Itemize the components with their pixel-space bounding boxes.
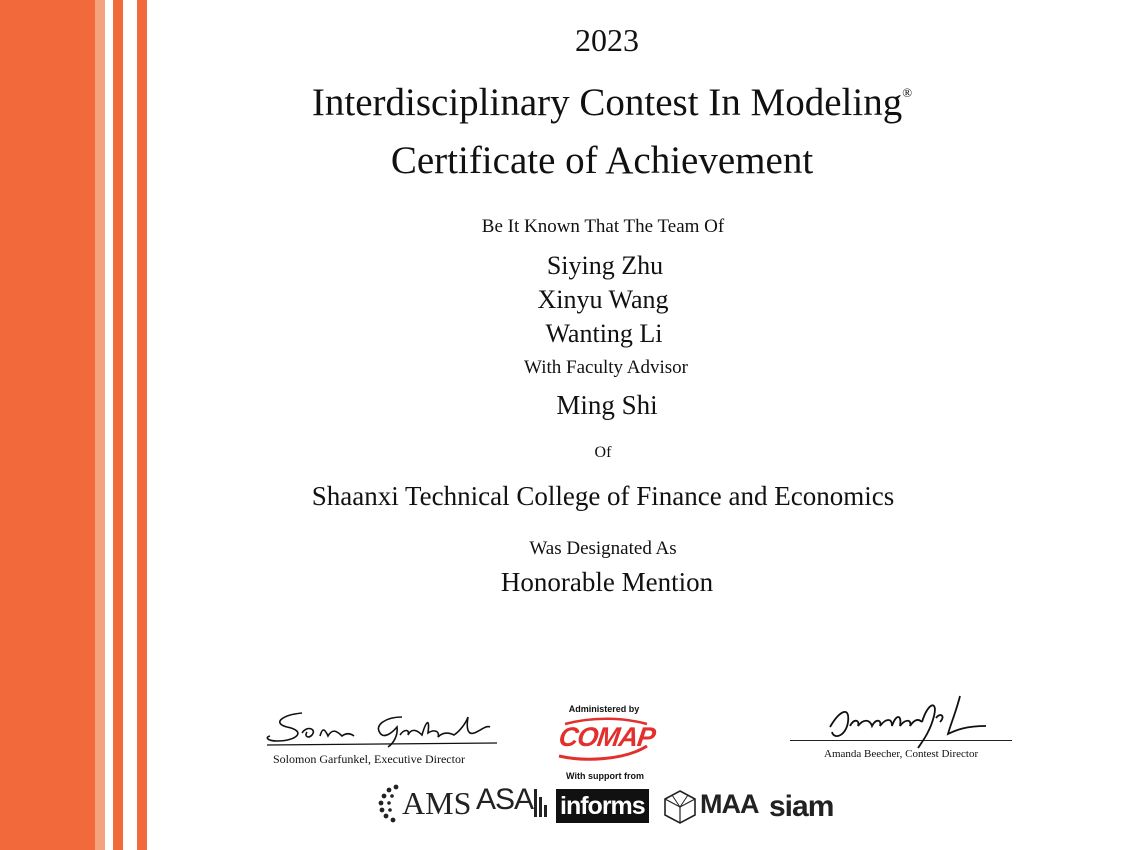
- siam-logo: [769, 790, 833, 826]
- asa-logo: [476, 783, 533, 827]
- stripe-light: [95, 0, 105, 850]
- registered-mark: ®: [902, 85, 913, 100]
- asa-bars-icon: [534, 785, 548, 819]
- siam-logo-text: siam: [769, 790, 834, 823]
- stripe-main: [0, 0, 95, 850]
- team-member: Wanting Li: [545, 319, 663, 348]
- designation-label: Was Designated As: [529, 538, 677, 559]
- contest-director-caption: Amanda Beecher, Contest Director: [824, 748, 979, 760]
- comap-logo-text: COMAP: [556, 722, 657, 752]
- certificate-year: 2023: [575, 22, 639, 58]
- stripe-thin-1: [113, 0, 123, 850]
- intro-text: Be It Known That The Team Of: [481, 216, 725, 237]
- contest-director-signature: [810, 692, 1000, 752]
- executive-director-signature: [262, 703, 502, 753]
- of-label: Of: [594, 444, 612, 461]
- executive-director-caption: Solomon Garfunkel, Executive Director: [273, 752, 465, 766]
- maa-logo-text: MAA: [700, 789, 759, 819]
- advisor-label: With Faculty Advisor: [524, 357, 688, 378]
- team-member: Siying Zhu: [546, 251, 664, 280]
- ams-logo-mark: [378, 783, 404, 823]
- certificate-title: Certificate of Achievement: [390, 139, 814, 182]
- contest-title-text: Interdisciplinary Contest In Modeling: [311, 81, 903, 124]
- award-title: Honorable Mention: [500, 567, 714, 597]
- comap-logo: [555, 716, 657, 762]
- ams-logo-text: AMS: [402, 785, 472, 821]
- administered-by-label: Administered by: [568, 704, 640, 714]
- asa-logo-text: ASA: [476, 783, 534, 816]
- maa-polyhedron-icon: [662, 789, 698, 825]
- contest-title: [312, 80, 912, 125]
- decorative-stripes: [0, 0, 150, 850]
- informs-logo: [556, 789, 649, 825]
- advisor-name: Ming Shi: [556, 390, 658, 420]
- team-member: Xinyu Wang: [537, 285, 669, 314]
- stripe-thin-2: [137, 0, 147, 850]
- informs-logo-text: informs: [556, 789, 649, 823]
- support-label: With support from: [566, 771, 644, 781]
- institution-name: Shaanxi Technical College of Finance and Economics: [311, 481, 895, 511]
